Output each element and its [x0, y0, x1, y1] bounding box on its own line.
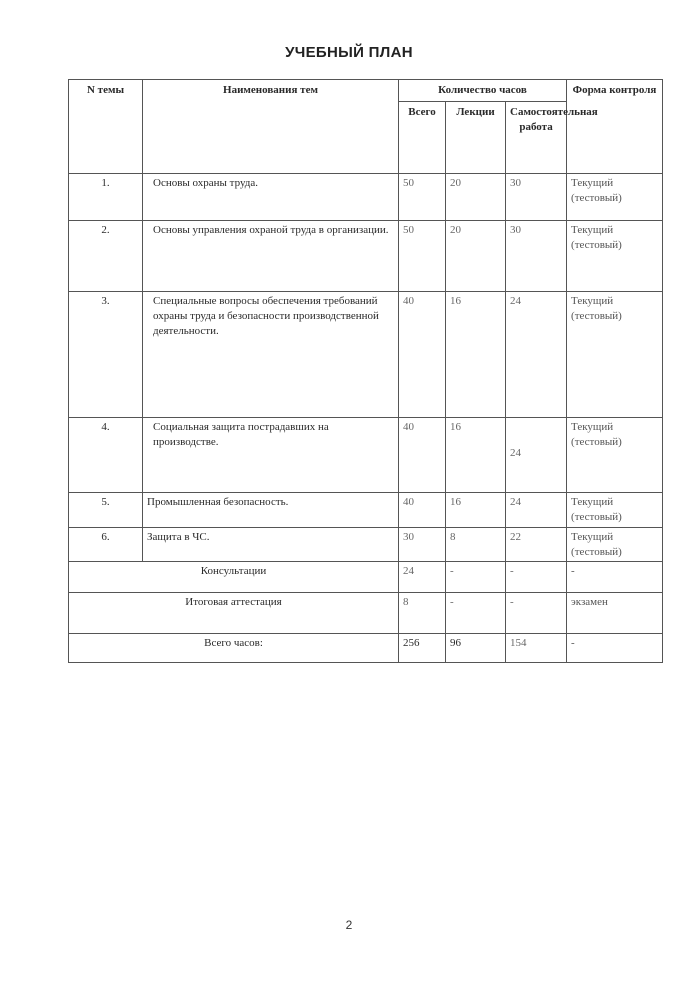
row-self-work-value: 24: [510, 447, 521, 459]
row-control: Текущий (тестовый): [567, 292, 663, 418]
row-topic: Промышленная безопасность.: [143, 493, 399, 528]
row-lectures: 16: [446, 493, 506, 528]
row-topic: Специальные вопросы обеспечения требований охраны труда и безопасности производственной деятельности.: [143, 292, 399, 418]
attestation-row: [69, 593, 663, 634]
row-lectures: 16: [446, 292, 506, 418]
header-self-work: Самостоятельная работа: [506, 102, 567, 174]
row-control: Текущий (тестовый): [567, 493, 663, 528]
header-lectures: Лекции: [446, 102, 506, 174]
consultations-row: [69, 562, 663, 593]
table-row: [69, 418, 663, 493]
page-title: УЧЕБНЫЙ ПЛАН: [285, 44, 413, 61]
row-topic: Основы управления охраной труда в организации.: [143, 221, 399, 292]
page-number: 2: [345, 918, 353, 932]
consultations-lectures: -: [446, 562, 506, 593]
row-total: 50: [399, 174, 446, 221]
summary-lectures: 96: [446, 634, 506, 663]
consultations-label: Консультации: [69, 562, 399, 593]
attestation-label: Итоговая аттестация: [69, 593, 399, 634]
summary-row: [69, 634, 663, 663]
header-control: Форма контроля: [567, 80, 663, 174]
row-self-work: 30: [506, 174, 567, 221]
row-lectures: 8: [446, 527, 506, 562]
row-topic: Социальная защита пострадавших на производстве.: [143, 418, 399, 493]
row-self-work: 24: [506, 493, 567, 528]
header-row: [69, 80, 663, 102]
row-num: 4.: [69, 418, 143, 493]
header-hours: Количество часов: [399, 80, 567, 102]
row-control: Текущий (тестовый): [567, 527, 663, 562]
table-row: [69, 174, 663, 221]
summary-control: -: [567, 634, 663, 663]
row-total: 40: [399, 418, 446, 493]
consultations-control: -: [567, 562, 663, 593]
summary-self-work: 154: [506, 634, 567, 663]
consultations-self-work: -: [506, 562, 567, 593]
row-self-work: [506, 418, 567, 493]
row-total: 40: [399, 292, 446, 418]
row-lectures: 16: [446, 418, 506, 493]
table-row: [69, 493, 663, 528]
attestation-total: 8: [399, 593, 446, 634]
curriculum-table: [68, 79, 663, 663]
header-name: Наименования тем: [143, 80, 399, 174]
consultations-total: 24: [399, 562, 446, 593]
row-control: Текущий (тестовый): [567, 174, 663, 221]
row-num: 6.: [69, 527, 143, 562]
attestation-lectures: -: [446, 593, 506, 634]
row-num: 2.: [69, 221, 143, 292]
row-control: Текущий (тестовый): [567, 418, 663, 493]
row-total: 40: [399, 493, 446, 528]
row-num: 1.: [69, 174, 143, 221]
table-row: [69, 221, 663, 292]
row-lectures: 20: [446, 174, 506, 221]
row-num: 5.: [69, 493, 143, 528]
summary-label: Всего часов:: [69, 634, 399, 663]
row-topic: Защита в ЧС.: [143, 527, 399, 562]
attestation-self-work: -: [506, 593, 567, 634]
row-total: 30: [399, 527, 446, 562]
summary-total: 256: [399, 634, 446, 663]
row-num: 3.: [69, 292, 143, 418]
row-self-work: 24: [506, 292, 567, 418]
attestation-control: экзамен: [567, 593, 663, 634]
row-total: 50: [399, 221, 446, 292]
row-control: Текущий (тестовый): [567, 221, 663, 292]
header-total: Всего: [399, 102, 446, 174]
row-topic: Основы охраны труда.: [143, 174, 399, 221]
table-row: [69, 527, 663, 562]
table-row: [69, 292, 663, 418]
header-num: N темы: [69, 80, 143, 174]
row-self-work: 30: [506, 221, 567, 292]
row-lectures: 20: [446, 221, 506, 292]
row-self-work: 22: [506, 527, 567, 562]
